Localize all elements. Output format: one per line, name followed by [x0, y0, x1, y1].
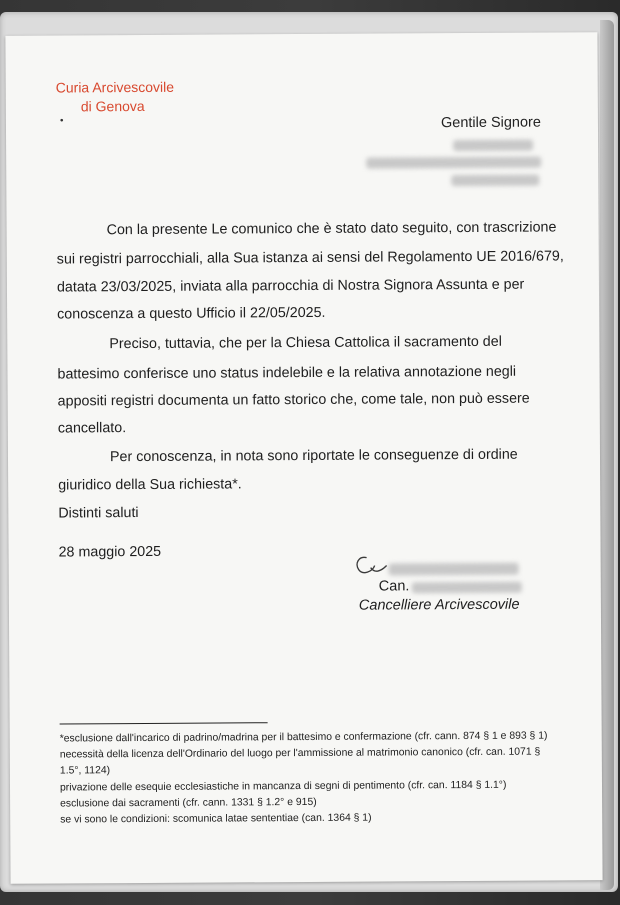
- handwritten-signature-icon: [353, 553, 389, 577]
- body-p1-line3: datata 23/03/2025, inviata alla parrocchia di Nostra Signora Assunta e per: [56, 276, 525, 296]
- body-p1-line2: sui registri parrocchiali, alla Sua istanza ai sensi del Regolamento UE 2016/679,: [56, 248, 564, 268]
- recipient-salutation: Gentile Signore: [440, 114, 541, 132]
- redacted-signature-name: [389, 563, 519, 576]
- body-p3-line2: giuridico della Sua richiesta*.: [58, 476, 242, 494]
- letter-date: 28 maggio 2025: [58, 543, 162, 561]
- footnote-divider: [60, 722, 268, 724]
- body-p2-line1: Preciso, tuttavia, che per la Chiesa Cattolica il sacramento del: [109, 333, 502, 353]
- footnote-line3: 1.5°, 1124): [59, 765, 111, 777]
- body-p2-line3: appositi registri documenta un fatto storico che, come tale, non può essere: [57, 390, 530, 410]
- footnote-line6: se vi sono le condizioni: scomunica latae sententiae (can. 1364 § 1): [60, 812, 372, 826]
- letter-page: [5, 32, 602, 884]
- signature-title-prefix: Can.: [378, 578, 410, 595]
- footnote-line1: *esclusione dall'incarico di padrino/madrina per il battesimo e confermazione (cfr. cann. 874 § 1 e 893 § 1): [59, 730, 548, 745]
- redacted-signatory-name: [412, 582, 522, 594]
- letterhead-line1: Curia Arcivescovile: [55, 78, 175, 96]
- body-p1-line1: Con la presente Le comunico che è stato dato seguito, con trascrizione: [106, 219, 557, 239]
- body-p2-line2: battesimo conferisce uno status indelebile e la relativa annotazione negli: [57, 363, 517, 383]
- body-p3-line1: Per conoscenza, in nota sono riportate le conseguenze di ordine: [109, 446, 518, 466]
- redacted-recipient-city: [451, 175, 539, 187]
- body-p2-line4: cancellato.: [57, 420, 127, 437]
- sleeve-edge: [600, 20, 614, 890]
- footnote-line4: privazione delle esequie ecclesiastiche in mancanza di segni di pentimento (cfr. can. 1184 § 1.1°): [59, 779, 507, 794]
- redacted-recipient-address: [366, 157, 541, 169]
- footnote-line5: esclusione dai sacramenti (cfr. cann. 1331 § 1.2° e 915): [60, 796, 317, 810]
- letterhead-line2: di Genova: [80, 97, 145, 115]
- footnote-line2: necessità della licenza dell'Ordinario del luogo per l'ammissione al matrimonio canonico (cfr. can. 1071 §: [59, 746, 541, 761]
- closing: Distinti saluti: [58, 505, 139, 522]
- redacted-recipient-name: [453, 140, 533, 151]
- signatory-role: Cancelliere Arcivescovile: [358, 596, 520, 614]
- body-p1-line4: conoscenza a questo Ufficio il 22/05/2025.: [57, 304, 326, 323]
- stray-mark: •: [59, 115, 64, 127]
